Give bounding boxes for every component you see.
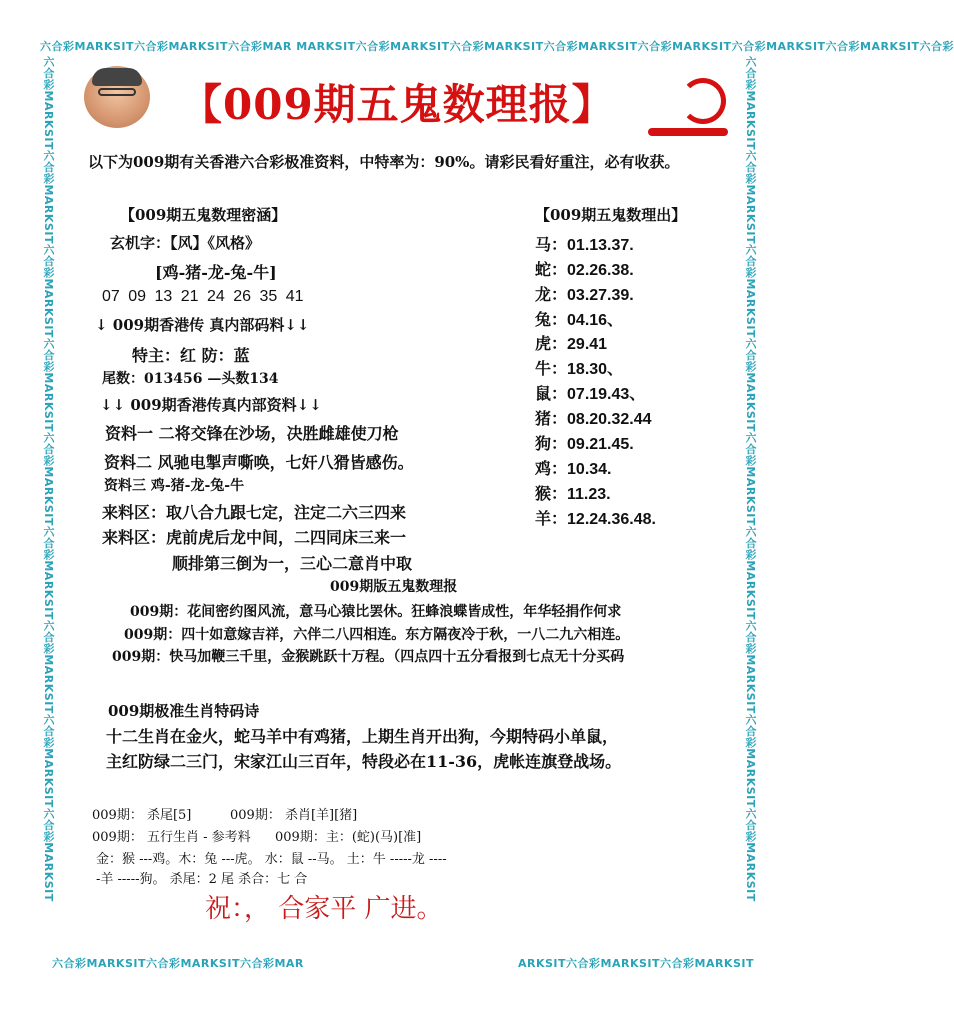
zodiac-row <box>535 506 656 529</box>
zodiac-name: 兔： <box>535 310 568 329</box>
special-text: 特主：红 防：蓝 <box>132 346 250 365</box>
poem-title: 009期版五鬼数理报 <box>330 579 458 595</box>
watermark-top: 六合彩MARKSIT六合彩MARKSIT六合彩MAR MARKSIT六合彩MARKSIT六合彩MARKSIT六合彩MARKSIT六合彩MARKSIT六合彩MARKSIT六合彩MARKSIT六合彩 <box>40 40 954 53</box>
zodiac-name: 鸡： <box>535 459 568 478</box>
data-line-2: 资料二 风驰电掣声嘶唤，七奸八猾皆感伤。 <box>104 453 414 472</box>
zodiac-numbers: 08.20.32.44 <box>567 411 652 428</box>
watermark-left: 六合彩MARKSIT六合彩MARKSIT六合彩MARKSIT六合彩MARKSIT六合彩MARKSIT六合彩MARKSIT六合彩MARKSIT六合彩MARKSIT六合彩MARKSIT <box>42 56 55 902</box>
xuanji-text: 玄机字：【风】《风格》 <box>110 234 261 252</box>
area-line-2: 来料区：虎前虎后龙中间，二四同床三来一 <box>102 528 407 547</box>
code-line-2: 主红防绿二三门，宋家江山三百年，特段必在11-36，虎帐连旗登战场。 <box>106 752 622 771</box>
area-line-3: 顺排第三倒为一，三心二意肖中取 <box>172 554 413 573</box>
hk-heading-1: ↓ 009期香港传 真内部码料↓↓ <box>95 316 310 334</box>
zodiac-name: 猪： <box>535 409 568 428</box>
elements-line-1: 金：猴 ---鸡。木：兔 ---虎。 水：鼠 --马。 土：牛 -----龙 ---- <box>96 852 447 867</box>
page-title: 【009期五鬼数理报】 <box>180 80 615 129</box>
poem-line-1: 009期：花间密约图风流，意马心猿比罢休。狂蜂浪蝶皆成性，年华轻捐作何求 <box>130 604 622 620</box>
elements-line-2: -羊 -----狗。 杀尾：2 尾 杀合：七 合 <box>96 872 308 887</box>
zodiac-name: 羊： <box>535 509 568 528</box>
zodiac-numbers: 12.24.36.48. <box>567 511 656 528</box>
code-title: 009期极准生肖特码诗 <box>108 702 260 720</box>
zodiac-row <box>535 456 612 479</box>
zodiac-numbers: 11.23. <box>567 486 611 503</box>
zodiac-row <box>535 282 634 305</box>
area-line-1: 来料区：取八合九跟七定，注定二六三四来 <box>102 503 407 522</box>
decorative-bar <box>648 128 728 136</box>
zodiac-numbers: 09.21.45. <box>567 436 634 453</box>
zodiac-row <box>535 481 611 504</box>
zodiac-name: 马： <box>535 235 568 254</box>
zodiac-name: 鼠： <box>535 384 568 403</box>
zodiac-heading: 【009期五鬼数理出】 <box>535 206 687 224</box>
watermark-right: 六合彩MARKSIT六合彩MARKSIT六合彩MARKSIT六合彩MARKSIT六合彩MARKSIT六合彩MARKSIT六合彩MARKSIT六合彩MARKSIT六合彩MARKSIT <box>744 56 757 902</box>
animals-text: [鸡-猪-龙-兔-牛] <box>155 263 277 282</box>
poem-line-3: 009期：快马加鞭三千里，金猴跳跃十万程。（四点四十五分看报到七点无十分买码 <box>112 649 625 665</box>
zodiac-row <box>535 356 623 379</box>
number-list: 07 09 13 21 24 26 35 41 <box>102 288 304 305</box>
poem-line-2: 009期：四十如意嫁吉祥，六伴二八四相连。东方隔夜冷于秋，一八二九六相连。 <box>124 627 630 643</box>
zodiac-row <box>535 232 634 255</box>
zodiac-name: 蛇： <box>535 260 568 279</box>
kill-zodiac: 009期： 杀肖[羊][猪] <box>230 808 358 823</box>
zodiac-name: 猴： <box>535 484 568 503</box>
zodiac-numbers: 03.27.39. <box>567 287 634 304</box>
zodiac-name: 牛： <box>535 359 568 378</box>
tail-text: 尾数：013456 —头数134 <box>102 371 279 387</box>
intro-text: 以下为009期有关香港六合彩极准资料，中特率为：90%。请彩民看好重注，必有收获。 <box>88 153 680 171</box>
zodiac-name: 虎： <box>535 334 568 353</box>
zodiac-numbers: 02.26.38. <box>567 262 634 279</box>
zodiac-row <box>535 307 623 330</box>
decorative-arc <box>680 78 726 124</box>
hk-heading-2: ↓↓ 009期香港传真内部资料↓↓ <box>100 396 322 414</box>
zodiac-numbers: 04.16、 <box>567 312 624 329</box>
zodiac-name: 龙： <box>535 285 568 304</box>
zodiac-row <box>535 257 634 280</box>
zodiac-numbers: 18.30、 <box>567 361 624 378</box>
zodiac-name: 狗： <box>535 434 568 453</box>
zodiac-row <box>535 406 652 429</box>
zodiac-numbers: 07.19.43、 <box>567 386 646 403</box>
blessing-text: 祝：， 合家平 广进。 <box>205 894 443 924</box>
left-heading: 【009期五鬼数理密涵】 <box>120 206 287 224</box>
zodiac-numbers: 29.41 <box>567 336 608 353</box>
zodiac-row <box>535 331 607 354</box>
avatar <box>84 66 150 128</box>
five-elements: 009期： 五行生肖 - 参考料 <box>92 830 251 845</box>
data-line-3: 资料三 鸡-猪-龙-兔-牛 <box>104 478 245 494</box>
data-line-1: 资料一 二将交锋在沙场，决胜雌雄使刀枪 <box>105 424 399 443</box>
zodiac-numbers: 01.13.37. <box>567 237 634 254</box>
zodiac-numbers: 10.34. <box>567 461 612 478</box>
zodiac-row <box>535 381 645 404</box>
kill-tail: 009期： 杀尾[5] <box>92 808 192 823</box>
watermark-bottom-right: ARKSIT六合彩MARKSIT六合彩MARKSIT <box>518 957 754 970</box>
code-line-1: 十二生肖在金火，蛇马羊中有鸡猪，上期生肖开出狗，今期特码小单鼠， <box>106 727 619 746</box>
watermark-bottom-left: 六合彩MARKSIT六合彩MARKSIT六合彩MAR <box>52 957 304 970</box>
main-zodiac: 009期：主：(蛇)(马)[准] <box>275 830 422 845</box>
zodiac-row <box>535 431 634 454</box>
